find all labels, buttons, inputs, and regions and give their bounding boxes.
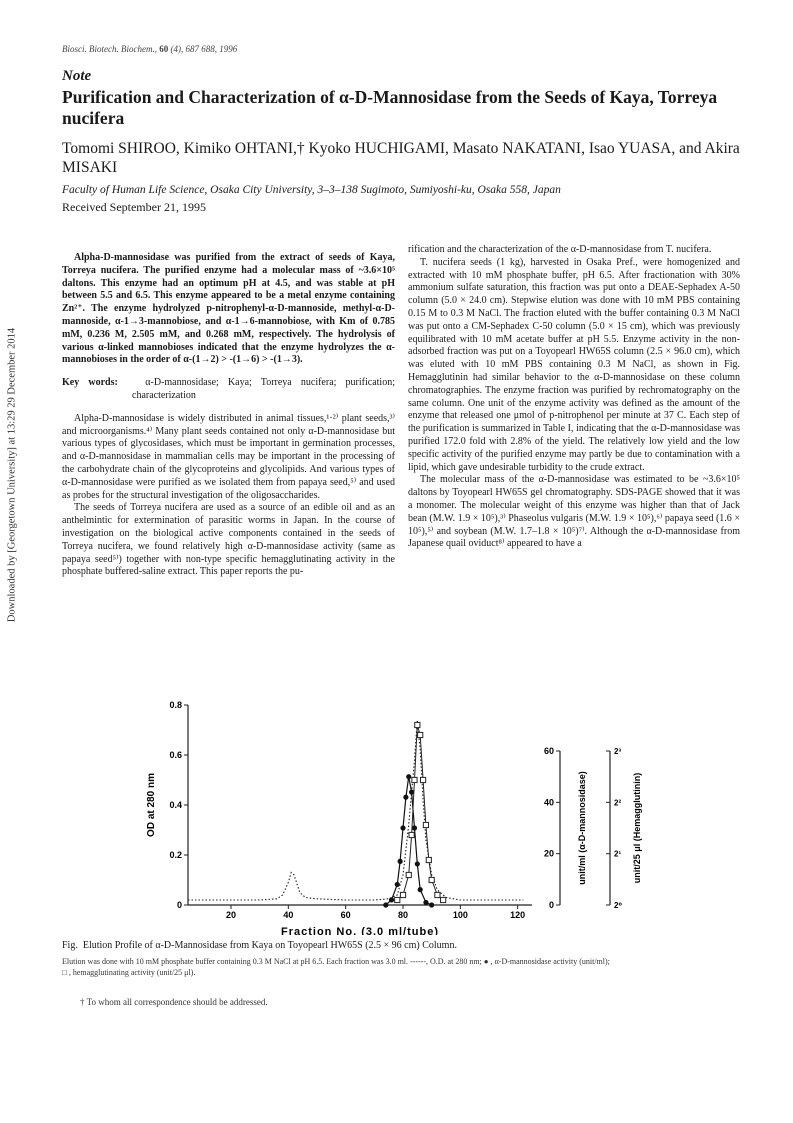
figure-caption	[62, 940, 762, 978]
hemagglutinin-point	[418, 732, 423, 737]
hemagglutinin-point	[409, 832, 414, 837]
caption-line: □ , hemagglutinating activity (unit/25 μl).	[62, 968, 196, 977]
hemagglutinin-point	[423, 822, 428, 827]
y-left-tick-label: 0.4	[169, 800, 182, 810]
hemagglutinin-point	[420, 777, 425, 782]
hemagglutinin-point	[412, 777, 417, 782]
x-tick-label: 40	[283, 910, 294, 920]
y-right1-tick-label: 60	[543, 746, 554, 756]
x-tick-label: 20	[225, 910, 237, 920]
x-tick-label: 120	[510, 910, 526, 920]
article-title: Purification and Characterization of α-D-Mannosidase from the Seeds of Kaya, Torreya nucifera	[62, 87, 718, 128]
hemagglutinin-point	[400, 892, 405, 897]
body-paragraph: T. nucifera seeds (1 kg), harvested in Osaka Pref., were homogenized and extracted with 10 mM phosphate buffer, pH 6.5. After fractionation with 30% ammonium sulfate saturation, this fraction was put onto a DEAE-Sephadex A-50 column (5.0 × 24.0 cm). Stepwise elution was done with 10 mM PBS containing 0.15 M to 0.3 M NaCl. The fraction eluted with the buffer containing 0.3 M NaCl was put onto a CM-Sephadex C-50 column (5.0 × 15 cm), which was previously equilibrated with 10 mM acetate buffer at pH 5.5. Enzyme activity in the non-adsorbed fraction was put on a Toyopearl HW65S column (2.5 × 96.0 cm), which was eluted with 10 mM PBS containing 0.3 M NaCl, as shown in Fig. Hemagglutinin had similar behavior to the α-D-mannosidase on these column chromatographies. The enzyme fraction was purified by rechromatography on the same column. One unit of the enzyme activity was defined as the amount of the enzyme that released one μmol of p-nitrophenol per minute at 37 C. Each step of the purification is summarized in Table I, indicating that the α-D-mannosidase was purified 172.0 fold with 2.8% of the yield. The relatively low yield and the low specific activity of the purified enzyme may partly be due to contamination with a lipid, which gave undesirable turbidity to the crude extract.	[408, 256, 740, 473]
y-right1-tick-label: 0	[548, 900, 554, 910]
y-left-tick-label: 0.8	[169, 700, 182, 710]
mannosidase-point	[395, 882, 400, 887]
hemagglutinin-point	[426, 857, 431, 862]
hemagglutinin-point	[406, 872, 411, 877]
mannosidase-point	[383, 902, 388, 907]
body-paragraph: The seeds of Torreya nucifera are used as a source of an edible oil and as an anthelmintic for extermination of parasitic worms in Japan. In the course of investigation on the biological active components contained in the seeds of Torreya nucifera, we found relatively high α-D-mannosidase activity (same as papaya seed⁵⁾) together with non-type specific hemagglutinating activity in the phosphate buffered-saline extract. This paper reports the pu-	[62, 502, 395, 578]
abstract: Alpha-D-mannosidase was purified from the extract of seeds of Kaya, Torreya nucifera. The purified enzyme had a molecular mass of ~3.6×10⁵ daltons. This enzyme had an optimum pH at 4.5, and was stable at pH between 5.5 and 6.5. This enzyme appeared to be a metal enzyme containing Zn²⁺. The enzyme hydrolyzed p-nitrophenyl-α-D-mannoside, methyl-α-D-mannoside, α-1→3-mannobiose, and α-1→6-mannobiose, with Km of 0.785 mM, 0.236 M, 2.505 mM, and 0.268 mM, respectively. The hydrolysis of various α-linked mannobioses indicated that the enzyme hydrolyzes the α-mannobioses in the order of α-(1→2) > -(1→6) > -(1→3).	[62, 252, 395, 366]
y-right2-tick-label: 2³	[614, 747, 622, 756]
x-tick-label: 60	[340, 910, 351, 920]
y-right1-tick-label: 40	[543, 797, 554, 808]
y-right1-tick-label: 20	[543, 848, 554, 859]
mannosidase-point	[423, 900, 428, 905]
mannosidase-point	[415, 861, 420, 866]
hemagglutinin-point	[435, 892, 440, 897]
article-type-label: Note	[62, 68, 92, 84]
mannosidase-point	[403, 795, 408, 800]
caption-line: Elution was done with 10 mM phosphate buffer containing 0.3 M NaCl at pH 6.5. Each fraction was 3.0 ml. ------, O.D. at 280 nm; ● , α-D-mannosidase activity (unit/ml);	[62, 957, 610, 966]
mannosidase-point	[429, 902, 434, 907]
y-right2-axis-title: unit/25 μl (Hemagglutinin)	[632, 772, 642, 884]
figure-label: Fig.	[62, 940, 78, 951]
y-left-axis-title: OD at 280 nm	[146, 773, 157, 837]
y-left-tick-label: 0.6	[169, 750, 182, 760]
figure-title: Elution Profile of α-D-Mannosidase from Kaya on Toyopearl HW65S (2.5 × 96 cm) Column.	[82, 940, 457, 951]
body-paragraph: rification and the characterization of the α-D-mannosidase from T. nucifera.	[408, 244, 712, 255]
body-paragraph: The molecular mass of the α-D-mannosidase was estimated to be ~3.6×10⁵ daltons by Toyopearl HW65S gel chromatography. SDS-PAGE showed that it was a monomer. The molecular weight of this enzyme was higher than that of Jack bean (M.W. 1.9 × 10⁵),³⁾ Phaseolus vulgaris (M.W. 1.9 × 10⁵),⁶⁾ papaya seed (1.6 × 10⁵),⁵⁾ and soybean (M.W. 1.7–1.8 × 10⁵)⁷⁾. Although the α-D-mannosidase from Japanese quail oviduct⁸⁾ appeared to have a	[408, 474, 740, 550]
y-left-tick-label: 0.2	[169, 850, 182, 860]
received-date: Received September 21, 1995	[62, 200, 206, 214]
body-paragraph: Alpha-D-mannosidase is widely distributed in animal tissues,¹·²⁾ plant seeds,³⁾ and microorganisms.⁴⁾ Many plant seeds contained not only α-D-mannosidase but various types of glycosidases, which must be important in germination processes, and α-D-mannosidase in mammalian cells may be important in the processing of the carbohydrate chain of the glycoproteins and glycolipids. And various types of α-D-mannosidase were purified as we isolated them from papaya seed,⁵⁾ and used as probes for the structural investigation of the oligosaccharides.	[62, 412, 395, 501]
author-list: Tomomi SHIROO, Kimiko OHTANI,† Kyoko HUCHIGAMI, Masato NAKATANI, Isao YUASA, and Akira MISAKI	[62, 140, 740, 176]
journal-header: Biosci. Biotech. Biochem., 60 (4), 687 688, 1996	[62, 44, 238, 54]
x-tick-label: 80	[397, 910, 409, 920]
hemagglutinin-point	[441, 897, 446, 902]
download-watermark: Downloaded by [Georgetown University] at 13:29 29 December 2014	[6, 327, 18, 623]
hemagglutinin-point	[429, 877, 434, 882]
x-tick-label: 100	[452, 910, 468, 920]
mannosidase-point	[418, 887, 423, 892]
keywords: Key words: α-D-mannosidase; Kaya; Torreya nucifera; purification; characterization	[62, 377, 395, 401]
y-right2-tick-label: 2⁰	[614, 901, 622, 910]
hemagglutinin-point	[415, 722, 420, 727]
mannosidase-point	[412, 825, 417, 830]
left-column	[62, 252, 395, 579]
hemagglutinin-point	[395, 897, 400, 902]
mannosidase-point	[406, 774, 411, 779]
x-axis-title: Fraction No. (3.0 ml/tube)	[280, 926, 440, 935]
y-right2-tick-label: 2¹	[614, 849, 622, 859]
elution-profile-chart	[140, 695, 680, 940]
affiliation: Faculty of Human Life Science, Osaka City University, 3–3–138 Sugimoto, Sumiyoshi-ku, Osaka 558, Japan	[62, 184, 561, 196]
footnote: † To whom all correspondence should be addressed.	[80, 997, 268, 1007]
y-right2-tick-label: 2²	[614, 798, 622, 808]
mannosidase-series-line	[386, 777, 432, 905]
mannosidase-point	[389, 897, 394, 902]
mannosidase-point	[398, 859, 403, 864]
mannosidase-point	[400, 825, 405, 830]
y-left-tick-label: 0	[176, 900, 182, 910]
right-column	[408, 244, 740, 551]
od280-series-line	[188, 720, 523, 900]
y-right1-axis-title: unit/ml (α-D-mannosidase)	[577, 771, 587, 885]
